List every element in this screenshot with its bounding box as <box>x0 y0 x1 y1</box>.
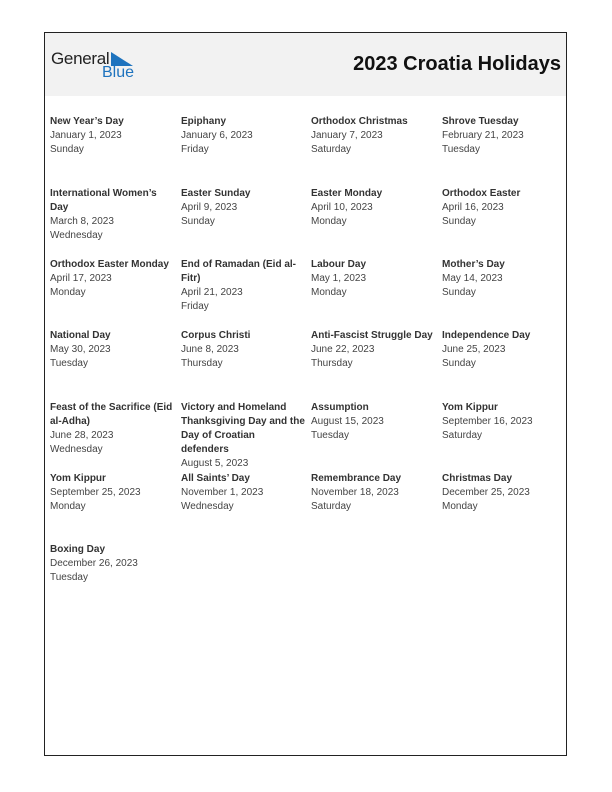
holiday-name: Easter Monday <box>311 188 383 199</box>
holiday-item <box>50 543 174 585</box>
holiday-day: Thursday <box>181 358 223 369</box>
logo-word-general: General <box>51 49 110 68</box>
holiday-day: Friday <box>181 144 209 155</box>
holiday-date: November 18, 2023 <box>311 487 399 498</box>
holiday-item <box>181 187 305 229</box>
holiday-item <box>442 329 566 371</box>
holiday-day: Monday <box>50 501 86 512</box>
holiday-item <box>311 258 435 300</box>
holiday-date: August 5, 2023 <box>181 458 249 469</box>
holiday-date: April 17, 2023 <box>50 273 112 284</box>
holiday-day: Sunday <box>442 287 476 298</box>
holiday-name: New Year’s Day <box>50 116 124 127</box>
holiday-item <box>442 115 566 157</box>
holiday-day: Sunday <box>181 216 215 227</box>
holiday-date: February 21, 2023 <box>442 130 524 141</box>
holiday-date: November 1, 2023 <box>181 487 264 498</box>
holiday-date: June 25, 2023 <box>442 344 506 355</box>
holiday-name: All Saints’ Day <box>181 473 250 484</box>
holiday-date: January 7, 2023 <box>311 130 383 141</box>
holiday-name: Corpus Christi <box>181 330 251 341</box>
page-title: 2023 Croatia Holidays <box>353 53 561 75</box>
holiday-day: Monday <box>50 287 86 298</box>
holiday-item <box>181 115 305 157</box>
holiday-day: Friday <box>181 301 209 312</box>
holiday-item <box>442 258 566 300</box>
holiday-date: August 15, 2023 <box>311 416 384 427</box>
holiday-day: Sunday <box>442 358 476 369</box>
holiday-name: Independence Day <box>442 330 531 341</box>
holiday-name: Christmas Day <box>442 473 513 484</box>
holiday-date: May 1, 2023 <box>311 273 367 284</box>
holiday-day: Tuesday <box>442 144 480 155</box>
logo-word-blue: Blue <box>102 64 135 81</box>
holiday-name: International Women’s Day <box>50 188 157 213</box>
holiday-item <box>50 472 174 514</box>
holiday-name: Yom Kippur <box>50 473 106 484</box>
holiday-date: April 16, 2023 <box>442 202 504 213</box>
holiday-name: Epiphany <box>181 116 227 127</box>
holiday-date: December 26, 2023 <box>50 558 138 569</box>
holiday-item <box>50 329 174 371</box>
holiday-date: April 10, 2023 <box>311 202 373 213</box>
holiday-item <box>311 115 435 157</box>
holiday-day: Sunday <box>50 144 84 155</box>
holiday-name: National Day <box>50 330 111 341</box>
holiday-item <box>311 187 435 229</box>
holiday-name: Assumption <box>311 402 369 413</box>
holiday-day: Thursday <box>311 358 353 369</box>
holiday-item <box>50 115 174 157</box>
holiday-name: Orthodox Christmas <box>311 116 408 127</box>
holiday-item <box>50 258 174 300</box>
holiday-name: End of Ramadan (Eid al-Fitr) <box>181 259 297 284</box>
holiday-name: Victory and Homeland Thanksgiving Day and the Day of Croatian defenders <box>181 402 305 455</box>
holiday-item <box>311 329 435 371</box>
holiday-name: Anti-Fascist Struggle Day <box>311 330 433 341</box>
holiday-day: Wednesday <box>181 501 234 512</box>
holiday-day: Monday <box>442 501 478 512</box>
holiday-date: January 6, 2023 <box>181 130 253 141</box>
holiday-item <box>50 401 174 457</box>
header <box>45 33 566 96</box>
holiday-name: Labour Day <box>311 259 367 270</box>
holiday-day: Tuesday <box>50 358 88 369</box>
holiday-date: January 1, 2023 <box>50 130 122 141</box>
holiday-day: Monday <box>311 287 347 298</box>
holiday-item <box>311 472 435 514</box>
holiday-day: Wednesday <box>50 230 103 241</box>
holiday-name: Yom Kippur <box>442 402 498 413</box>
holiday-item <box>442 472 566 514</box>
holiday-item <box>442 401 566 443</box>
holiday-date: June 28, 2023 <box>50 430 114 441</box>
holiday-date: December 25, 2023 <box>442 487 530 498</box>
holiday-name: Orthodox Easter <box>442 188 521 199</box>
logo <box>51 49 141 83</box>
holiday-date: May 30, 2023 <box>50 344 111 355</box>
holiday-name: Orthodox Easter Monday <box>50 259 169 270</box>
holiday-item <box>181 329 305 371</box>
holiday-date: September 16, 2023 <box>442 416 533 427</box>
holiday-item <box>181 258 305 314</box>
holiday-item <box>442 187 566 229</box>
holiday-item <box>311 401 435 443</box>
holiday-name: Feast of the Sacrifice (Eid al-Adha) <box>50 402 173 427</box>
holiday-date: May 14, 2023 <box>442 273 503 284</box>
holiday-date: June 22, 2023 <box>311 344 375 355</box>
holiday-day: Saturday <box>311 501 352 512</box>
holiday-item <box>50 187 174 243</box>
holiday-day: Wednesday <box>50 444 103 455</box>
holiday-date: April 9, 2023 <box>181 202 238 213</box>
holiday-name: Mother’s Day <box>442 259 505 270</box>
holiday-date: March 8, 2023 <box>50 216 114 227</box>
holiday-day: Saturday <box>442 430 483 441</box>
holiday-name: Easter Sunday <box>181 188 251 199</box>
page-frame <box>44 32 567 756</box>
holiday-date: June 8, 2023 <box>181 344 239 355</box>
holiday-day: Sunday <box>442 216 476 227</box>
holiday-item <box>181 401 305 471</box>
holiday-name: Remembrance Day <box>311 473 402 484</box>
holiday-name: Shrove Tuesday <box>442 116 519 127</box>
holiday-name: Boxing Day <box>50 544 106 555</box>
holiday-day: Tuesday <box>311 430 349 441</box>
holiday-day: Monday <box>311 216 347 227</box>
holiday-day: Saturday <box>311 144 352 155</box>
holiday-date: April 21, 2023 <box>181 287 243 298</box>
holiday-date: September 25, 2023 <box>50 487 141 498</box>
holiday-item <box>181 472 305 514</box>
holiday-day: Tuesday <box>50 572 88 583</box>
